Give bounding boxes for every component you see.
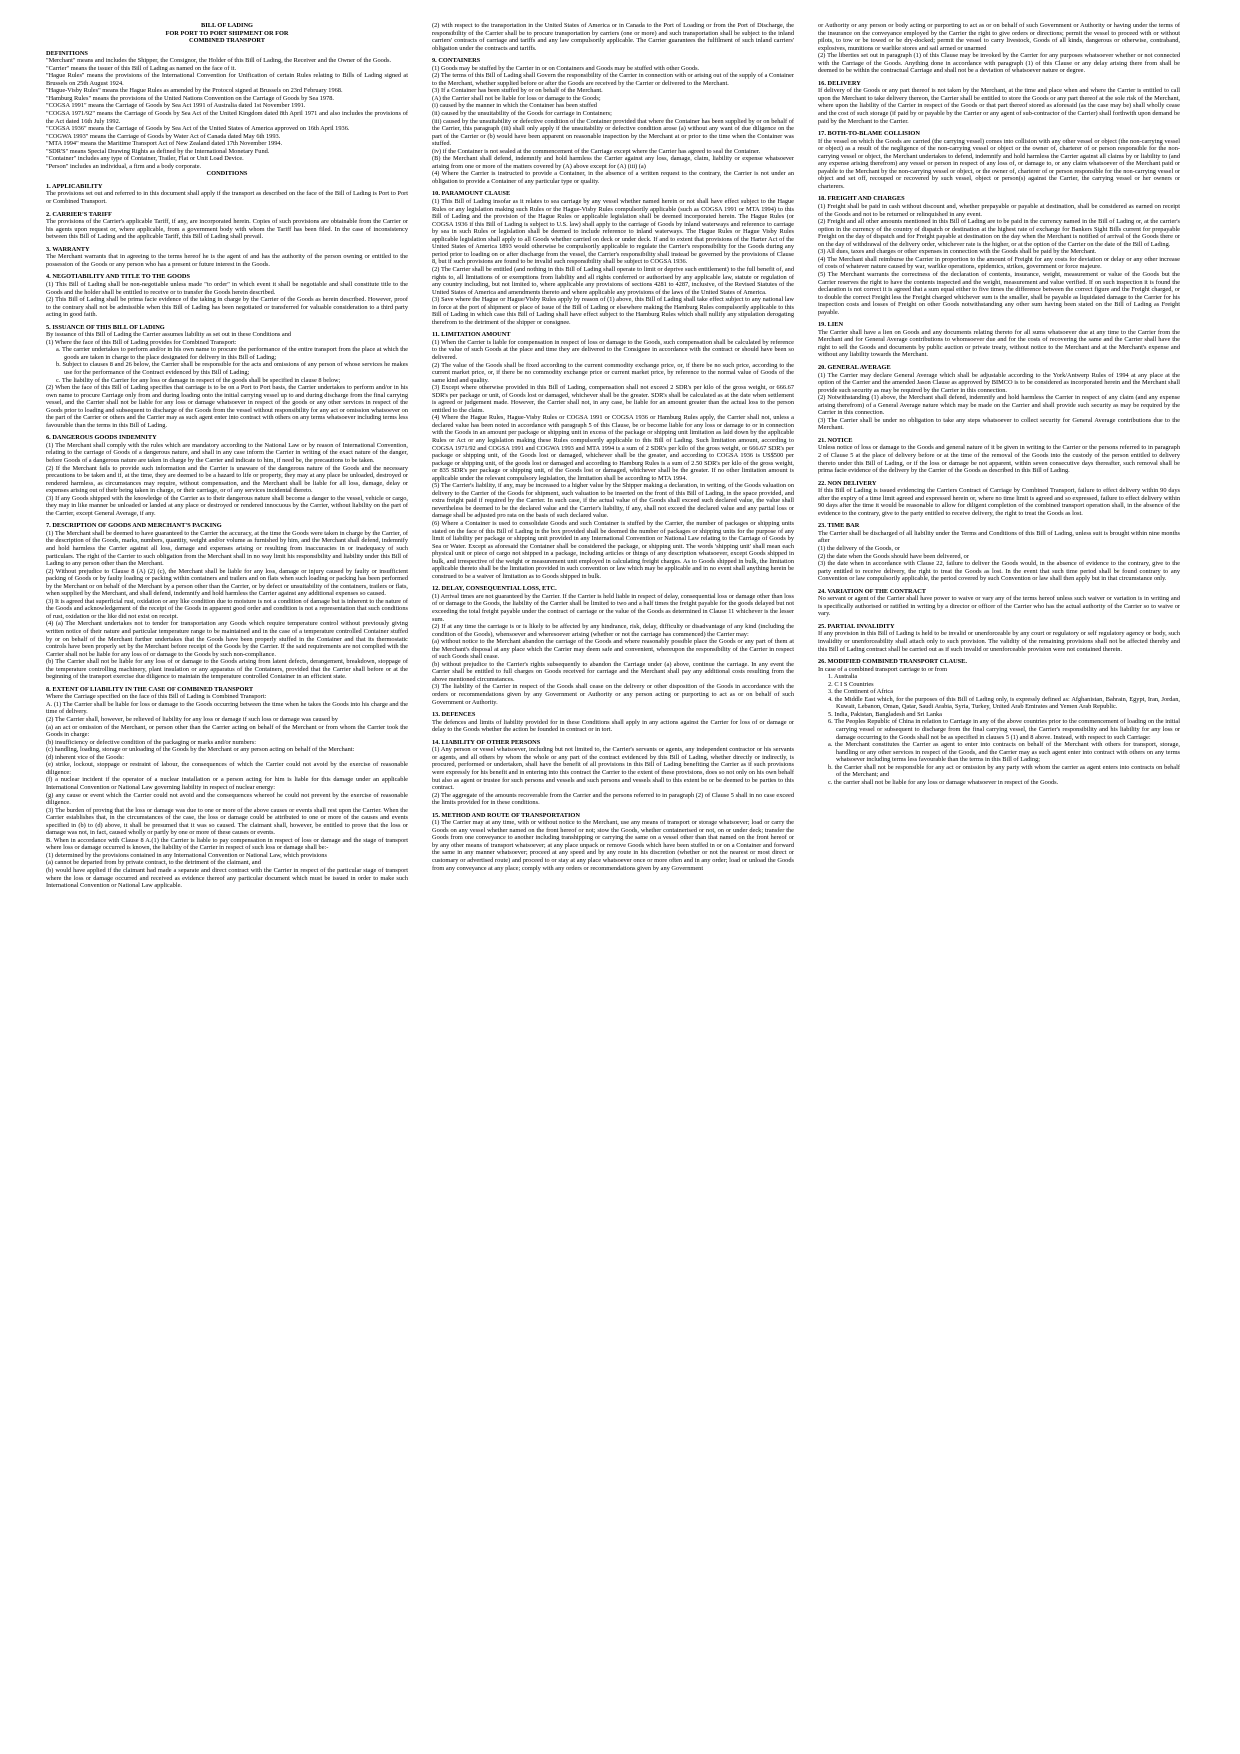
clause-paragraph: (2) The liberties set out in paragraph (1) of this Clause may be invoked by the Carrier for any purposes whatsoever whether or not connected with the Carriage of the Goods. Anything done in accordance with paragraph (1) of this Clause or any delay arising there from shall be deemed to be within the contractual Carriage and shall not be a deviation of whatsoever nature or degree. bbox=[818, 52, 1180, 75]
clause-paragraph: (4) Where the Hague Rules, Hague-Visby Rules or COGSA 1991 or COGSA 1936 or Hamburg Rules apply, the Carrier shall not, unless a declared value has been noted in accordance with paragraph 5 of this Clause, be or become liable for any loss or damage to or in connection with the Goods in an amount per package or shipping unit in excess of the package or shipping unit limitation as laid down by the applicable Rules or Act or any legislation making these Rules compulsorily applicable to this Bill of Lading. Such limitation amount, according to COGSA 1971/92 and COGSA 1991 and COGWA 1993 and MTA 1994 is a sum of 2 SDR's per kilo of the gross weight, or 666.67 SDR's per package or shipping unit, of the Goods lost or damaged, whichever shall be the greater, and according to COGSA 1936 is US$500 per package or shipping unit, of the goods lost or damaged and according to Hamburg Rules is a sum of 2.50 SDR's per kilo of the gross weight, or 835 SDR's per package or shipping unit, of the Goods lost or damaged, whichever shall be the greater. If no other limitation amount is applicable under the relevant compulsory legislation, the limitation shall be according to MTA 1994. bbox=[432, 414, 794, 482]
clause-paragraph: The provisions set out and referred to in this document shall apply if the transport as described on the face of the Bill of Lading is Port to Port or Combined Transport. bbox=[46, 190, 408, 206]
clause-paragraph: (2) the date when the Goods should have been delivered, or bbox=[818, 552, 969, 560]
clause-paragraph: (1) This Bill of Lading insofar as it relates to sea carriage by any vessel whether named herein or not shall have effect subject to the Hague Rules or any legislation making such Rules or the Hague-Visby Rules compulsorily applicable (such as COGSA 1991 or MTA 1994) to this Bill of Lading and the provision of the Hague Rules or applicable legislation shall be deemed incorporated herein. The Hague Rules (or COGSA 1936 if this Bill of Lading is subject to U.S. law) shall apply to the carriage of Goods by inland waterways and reference to carriage by sea in such Rules or legislation shall be deemed to include reference to inland waterways. The Hague Rules or Hague Visby Rules applicable legislation shall apply to all Goods whether carried on deck or under deck. If and to extent that provisions of the Harter Act of the United States of America 1893 would otherwise be compulsorily applicable to regulate the Carrier's responsibility for the Goods during any period prior to loading on or after discharge from the vessel, the Carrier's responsibility shall instead be governed by the provisions of Clause 8, but if such provisions are found to be invalid such responsibility shall be subject to COGSA 1936. bbox=[432, 198, 794, 266]
clause-heading: 18. FREIGHT AND CHARGES bbox=[818, 195, 905, 203]
clause-heading: 17. BOTH-TO-BLAME COLLISION bbox=[818, 130, 920, 138]
clause-heading: 4. NEGOTIABILITY AND TITLE TO THE GOODS bbox=[46, 273, 191, 281]
clause-paragraph: (1) determined by the provisions contained in any International Convention or National Law, which provisions bbox=[46, 851, 327, 859]
clause-paragraph: (f) a nuclear incident if the operator of a nuclear installation or a person acting for him is liable for this damage under an applicable International Convention or National Law governing liability in respect of nuclear energy: bbox=[46, 776, 408, 791]
clause-paragraph: (iii) caused by the unsuitability or defective condition of the Container provided that where the Container has been supplied by or on behalf of the Carrier, this paragraph (iii) shall only apply if the unsuitability or defective condition arose (a) without any want of due diligence on the part of the Carrier or (b) would have been apparent on reasonable inspection by the Merchant at or prior to the time when the Container was stuffed. bbox=[432, 117, 794, 148]
clause-paragraph: (4) Where the Carrier is instructed to provide a Container, in the absence of a written request to the contrary, the Carrier is not under an obligation to provide a Container of any particular type or quality. bbox=[432, 170, 794, 185]
clause-paragraph: (1) The Carrier may at any time, with or without notice to the Merchant, use any means of transport or storage whatsoever; load or carry the Goods on any vessel whether named on the front hereof or not; stow the Goods, whether containerised or not, on or under deck; transfer the Goods from one conveyance to another including transhipping or carrying the same on a vessel other than that named on the front hereof or by any other means of transport whatsoever; at any place unpack or remove Goods which have been stuffed in or on a Container and forward the same in any manner whatsoever; proceed at any speed and by any route in his discretion (whether or not the nearest or most direct or customary or advertised route) and proceed to or stay at any place whatsoever once or more often and in any order; load or unload the Goods from any conveyance at any place; comply with any orders or recommendations given by any Government bbox=[432, 819, 794, 872]
clause-paragraph: (2) The terms of this Bill of Lading shall Govern the responsibility of the Carrier in connection with or arising out of the supply of a Container to the Merchant, whether supplied before or after the Goods are received by the Carrier or delivered to the Merchant. bbox=[432, 72, 794, 87]
clause-heading: 1. APPLICABILITY bbox=[46, 182, 103, 190]
clause-paragraph: (2) If at any time the carriage is or is likely to be affected by any hindrance, risk, delay, difficulty or disadvantage of any kind (including the condition of the Goods), whensoever and wheresoever arising (whether or not the carriage has commenced) the Carrier may: bbox=[432, 623, 794, 638]
column-right bbox=[818, 22, 1180, 786]
list-item: 4. the Middle East which, for the purposes of this Bill of Lading only, is expressly defined as: Afghanistan, Bahrain, Egypt, Iran, Jordan, Kuwait, Lebanon, Oman, Qatar, Saudi Arabia, Syria, Turkey, United Arab Emirates and Yemen Arab Republic. bbox=[828, 695, 1180, 711]
document-title-line-2: FOR PORT TO PORT SHIPMENT OR FOR bbox=[165, 29, 289, 37]
clause-paragraph: (3) All dues, taxes and charges or other expenses in connection with the Goods shall be paid by the Merchant. bbox=[818, 248, 1097, 256]
clause-paragraph: "Person" includes an individual, a firm and a body corporate. bbox=[46, 162, 202, 170]
clause-paragraph: (1) Freight shall be paid in cash without discount and, whether prepayable or payable at destination, shall be considered as earned on receipt of the Goods and not to be returned or relinquished in any event. bbox=[818, 203, 1180, 218]
clause-heading: 10. PARAMOUNT CLAUSE bbox=[432, 190, 511, 198]
clause-heading: 22. NON DELIVERY bbox=[818, 479, 877, 487]
clause-heading: 12. DELAY, CONSEQUENTIAL LOSS, ETC. bbox=[432, 585, 557, 593]
clause-paragraph: (2) with respect to the transportation in the United States of America or in Canada to the Port of Loading or from the Port of Discharge, the responsibility of the Carrier shall be to procure transportation by carriers (one or more) and such transportation shall be subject to the inland carriers' contracts of carriage and tariffs and any law compulsorily applicable. The Carrier guarantees the fulfilment of such inland carriers' obligation under the contracts and tariffs. bbox=[432, 22, 794, 52]
clause-paragraph: (2) The Carrier shall, however, be relieved of liability for any loss or damage if such loss or damage was caused by bbox=[46, 716, 338, 724]
clause-paragraph: (1) Any person or vessel whatsoever, including but not limited to, the Carrier's servants or agents, any independent contractor or his servants or agents, and all others by whom the whole or any part of the contract evidenced by this Bill of Lading, whether directly or indirectly, is procured, performed or undertaken, shall have the benefit of all provisions in this Bill of Lading benefiting the Carrier as if such provisions were expressly for his benefit and in entering into this contract the Carrier to the extent of these provisions, does so not only on his own behalf but also as agent or trustee for such persons and vessels and such persons and vessels shall to this extent be or be deemed to be parties to this contract. bbox=[432, 746, 794, 792]
clause-paragraph: The Merchant warrants that in agreeing to the terms hereof he is the agent of and has the authority of the person owning or entitled to the possession of the Goods or any person who has a present or future interest in the Goods. bbox=[46, 253, 408, 268]
clause-heading: 16. DELIVERY bbox=[818, 79, 861, 87]
clause-paragraph: (1) The Merchant shall be deemed to have guaranteed to the Carrier the accuracy, at the time the Goods were taken in charge by the Carrier, of the description of the Goods, marks, numbers, quantity, weight and/or volume as furnished by him, and the Merchant shall defend, indemnify and hold harmless the Carrier against all loss, damage and expenses arising or resulting from inaccuracies in or inadequacy of such particulars. The right of the Carrier to such obligation from the Merchant shall in no way limit his responsibility and liability under this Bill of Lading to any person other than the Merchant. bbox=[46, 529, 408, 568]
clause-paragraph: "Container" includes any type of Container, Trailer, Flat or Unit Load Device. bbox=[46, 155, 244, 163]
clause-paragraph: (1) When the Carrier is liable for compensation in respect of loss or damage to the Goods, such compensation shall be calculated by reference to the value of such Goods at the place and time they are delivered to the Consignee in accordance with the contract or should have been so delivered. bbox=[432, 338, 794, 361]
clause-paragraph: No servant or agent of the Carrier shall have power to waive or vary any of the terms hereof unless such waiver or variation is in writing and is specifically authorised or ratified in writing by a director or officer of the Carrier who has the actual authority of the Carrier so to waive or vary. bbox=[818, 595, 1180, 618]
clause-paragraph: (b) insufficiency or defective condition of the packaging or marks and/or numbers: bbox=[46, 738, 257, 746]
clause-heading: 6. DANGEROUS GOODS INDEMNITY bbox=[46, 434, 157, 442]
clause-paragraph: "Carrier" means the issuer of this Bill of Lading as named on the face of it. bbox=[46, 64, 237, 72]
clause-paragraph: (ii) caused by the unsuitability of the Goods for carriage in Containers; bbox=[432, 110, 612, 118]
clause-paragraph: "COGSA 1971/92" means the Carriage of Goods by Sea Act of the United Kingdom dated 8th April 1971 and also includes the provisions of the Act dated 16th July 1992. bbox=[46, 110, 408, 125]
clause-paragraph: If the vessel on which the Goods are carried (the carrying vessel) comes into collision with any other vessel or object (the non-carrying vessel or object) as a result of the negligence of the non-carrying vessel or object or the owner of, charterer of or person responsible for the non-carrying vessel or object, the Merchant undertakes to defend, indemnify and hold harmless the Carrier against all claims by or liability to (and any expense arising therefrom) any vessel or person in respect of any loss of, or damage to, or any claim whatsoever of the Merchant paid or payable to the Merchant by the non-carrying vessel or object, or the owner of, charterer of or person responsible for the non-carrying vessel or object and set off, recouped or recovered by such vessel, object or person(s) against the Carrier, the carrying vessel or her owners or charterers. bbox=[818, 137, 1180, 190]
clause-paragraph: "COGSA 1991" means the Carriage of Goods by Sea Act 1991 of Australia dated 1st November 1991. bbox=[46, 102, 306, 110]
list-item: 2. C I S Countries bbox=[828, 680, 874, 688]
clause-paragraph: (3) the date when in accordance with Clause 22, failure to deliver the Goods would, in the absence of evidence to the contrary, give to the party entitled to receive delivery, the right to treat the Goods as lost. In the event that such time period shall be found contrary to any Convention or law compulsorily applicable, the period covered by such Convention or law shall then apply but in that circumstance only. bbox=[818, 560, 1180, 583]
clause-paragraph: (2) When the face of this Bill of Lading specifies that carriage is to be on a Port to Port basis, the Carrier undertakes to perform and/or in his own name to procure Carriage only from and during loading onto the initial carrying vessel up to and during discharge from the final carrying vessel, and the Carrier shall not be liable for any loss or damage whatsoever in respect of the goods or any other services in respect of the Goods prior to loading and subsequent to discharge of the Goods from the vessel without responsibility for any act or omission whatsoever on the part of the Carrier or others and the Carrier may as such agent enter into contract with others on any terms whatsoever including terms less favourable than the terms in this Bill of Lading. bbox=[46, 384, 408, 429]
list-item: b. Subject to clauses 8 and 26 below, the Carrier shall be responsible for the acts and omissions of any person of whose services he makes use for the performance of the Contract evidenced by this Bill of Lading; bbox=[56, 361, 408, 376]
clause-paragraph: "COGWA 1993" means the Carriage of Goods by Water Act of Canada dated May 6th 1993. bbox=[46, 132, 281, 140]
list-item: a. the Merchant constitutes the Carrier as agent to enter into contracts on behalf of the Merchant with others for transport, storage, handling or any other services in respect of the Goods, and the Carrier may as such agent enter into contract with others on any terms whatsoever including terms less favourable than the terms in this Bill of Lading; bbox=[828, 741, 1180, 764]
clause-heading: 15. METHOD AND ROUTE OF TRANSPORTATION bbox=[432, 811, 580, 819]
clause-paragraph: Unless notice of loss or damage to the Goods and general nature of it be given in writing to the Carrier or the persons referred to in paragraph 2 of Clause 5 at the place of delivery before or at the time of the removal of the Goods into the custody of the person entitled to delivery thereto under this Bill of Lading, or if the loss or damage be not apparent, within seven consecutive days thereafter, such removal shall be prima facie evidence of the delivery by the Carrier of the Goods as described in this Bill of Lading. bbox=[818, 444, 1180, 475]
clause-heading: 8. EXTENT OF LIABILITY IN THE CASE OF COMBINED TRANSPORT bbox=[46, 685, 254, 693]
clause-heading: 21. NOTICE bbox=[818, 436, 853, 444]
clause-paragraph: (3) It is agreed that superficial rust, oxidation or any like condition due to moisture is not a condition of damage but is inherent to the nature of the Goods and acknowledgement of the receipt of the Goods in apparent good order and condition is not a representation that such conditions of rust, oxidation or the like did not exist on receipt. bbox=[46, 597, 408, 620]
clause-paragraph: (3) Save where the Hague or Hague/Visby Rules apply by reason of (1) above, this Bill of Lading shall take effect subject to any national law in force at the port of shipment or place of issue of the Bill of Lading or elsewhere making the Hamburg Rules compulsorily applicable to this Bill of Lading in which case this Bill of Lading shall have effect subject to the Hamburg Rules which shall nullify any stipulation derogating therefrom to the detriment of the shipper or consignee. bbox=[432, 296, 794, 326]
clause-paragraph: (5) The Carrier's liability, if any, may be increased to a higher value by the Shipper making a declaration, in writing, of the Goods valuation on delivery to the Carrier of the Goods for shipment, such valuation to be inserted on the front of this Bill of Lading, in the space provided, and extra freight paid if required by the Carrier. In such case, if the actual value of the Goods shall exceed such declared value, the value shall nevertheless be deemed to be the declared value and the Carrier's liability, if any, shall not exceed the declared value and any partial loss or damage shall be adjusted pro rata on the basis of such declared value. bbox=[432, 482, 794, 520]
document-title-line-1: BILL OF LADING bbox=[201, 22, 253, 29]
list-item: 6. The Peoples Republic of China in relation to Carriage in any of the above countries prior to the commencement of loading on the initial carrying vessel or subsequent to discharge from the final carrying vessel, the Carrier's responsibility and his liability for any loss or damage occurring to the Goods shall not be as specified in clauses 5 (1) and 8 above. Instead, with respect to such Carriage: bbox=[828, 718, 1180, 741]
list-item: 3. the Continent of Africa bbox=[828, 688, 894, 696]
clause-heading: 24. VARIATION OF THE CONTRACT bbox=[818, 587, 927, 595]
list-item: 5. India, Pakistan, Bangladesh and Sri Lanka bbox=[828, 710, 942, 718]
list-item: a. The carrier undertakes to perform and/or in his own name to procure the performance of the entire transport from the place at which the goods are taken in charge to the place designated for delivery in this Bill of Lading; bbox=[56, 346, 408, 361]
clause-heading: 25. PARTIAL INVALIDITY bbox=[818, 622, 895, 630]
clause-paragraph: "Hamburg Rules" means the provisions of the United Nations Convention on the Carriage of Goods by Sea 1978. bbox=[46, 94, 335, 102]
clause-paragraph: (3) The burden of proving that the loss or damage was due to one or more of the above causes or events shall rest upon the Carrier. When the Carrier establishes that, in the circumstances of the case, the loss or damage could be attributed to one or more of the causes and events specified in (b) to (d) above, it shall be presumed that it was so caused. The claimant shall, however, be entitled to prove that the loss or damage was not, in fact, caused wholly or partly by one or more of these causes or events. bbox=[46, 806, 408, 837]
clause-paragraph: (g) any cause or event which the Carrier could not avoid and the consequences whereof he could not prevent by the exercise of reasonable diligence. bbox=[46, 791, 408, 807]
clause-heading: 20. GENERAL AVERAGE bbox=[818, 363, 891, 371]
clause-paragraph: (2) The Carrier shall be entitled (and nothing in this Bill of Lading shall operate to limit or deprive such entitlement) to the full benefit of, and rights to, all limitations of or exemptions from liability and all rights conferred or authorised by any applicable law, statute or regulation of any country including, but not limited to, where applicable any provisions of sections 4281 to 4287, inclusive, of the Revised Statutes of the United States of America and amendments thereto and where applicable any provisions of the laws of the United States of America. bbox=[432, 265, 794, 296]
clause-paragraph: If any provision in this Bill of Lading is held to be invalid or unenforceable by any court or regulatory or self regulatory agency or body, such invalidity or unenforceability shall attach only to such provision. The validity of the remaining provisions shall not be affected thereby and this Bill of Lading contract shall be carried out as if such invalid or unenforceable provision were not contained therein. bbox=[818, 630, 1180, 653]
list-item: c. The liability of the Carrier for any loss or damage in respect of the goods shall be specified in clause 8 below; bbox=[56, 376, 341, 384]
clause-paragraph: (iv) if the Container is not sealed at the commencement of the Carriage except where the Carrier has agreed to seal the Container. bbox=[432, 147, 761, 155]
clause-paragraph: (3) If a Container has been stuffed by or on behalf of the Merchant. bbox=[432, 87, 603, 95]
clause-paragraph: (b) The Carrier shall not be liable for any loss of or damage to the Goods arising from latent defects, derangement, breakdown, stoppage of the temperature controlling machinery, plant insulation or any apparatus of the Containers, provided that the Carrier shall before or at the beginning of the transport exercise due diligence to maintain the temperature controlled Container in an efficient state. bbox=[46, 658, 408, 681]
clause-paragraph: The provisions of the Carrier's applicable Tariff, if any, are incorporated herein. Copies of such provisions are obtainable from the Carrier or his agents upon request or, where applicable, from a government body with whom the Tariff has been filed. In the case of inconsistency between this Bill of Lading and the applicable Tariff, this Bill of Lading shall prevail. bbox=[46, 218, 408, 241]
clause-paragraph: (1) the delivery of the Goods, or bbox=[818, 545, 900, 552]
clause-heading: 3. WARRANTY bbox=[46, 245, 90, 253]
column-left bbox=[46, 22, 408, 890]
clause-heading: DEFINITIONS bbox=[46, 49, 88, 57]
clause-paragraph: By issuance of this Bill of Lading the Carrier assumes liability as set out in these Conditions and bbox=[46, 331, 292, 339]
clause-heading: 11. LIMITATION AMOUNT bbox=[432, 331, 511, 339]
clause-paragraph: "COGSA 1936" means the Carriage of Goods by Sea Act of the United States of America approved on 16th April 1936. bbox=[46, 125, 350, 133]
clause-paragraph: "SDR'S" means Special Drawing Rights as defined by the International Monetary Fund. bbox=[46, 147, 270, 155]
clause-heading: 26. MODIFIED COMBINED TRANSPORT CLAUSE. bbox=[818, 658, 967, 666]
document-title-line-3: COMBINED TRANSPORT bbox=[189, 37, 265, 45]
clause-paragraph: (2) The value of the Goods shall be fixed according to the current commodity exchange price, or, if there be no such price, according to the current market price, or, if there be no commodity exchange price or current market price, by reference to the normal value of Goods of the same kind and quality. bbox=[432, 361, 794, 384]
clause-paragraph: (B) the Merchant shall defend, indemnify and hold harmless the Carrier against any loss, damage, claim, liability or expense whatsoever arising from one or more of the matters covered by (A) above except for (A) (iii) (a) bbox=[432, 155, 794, 170]
clause-heading: 5. ISSUANCE OF THIS BILL OF LADING bbox=[46, 323, 165, 331]
clause-paragraph: (1) The Merchant shall comply with the rules which are mandatory according to the National Law or by reason of International Convention, relating to the carriage of Goods of a dangerous nature, and shall in any case inform the Carrier in writing of the exact nature of the danger, before Goods of a dangerous nature are taken in charge by the Carrier and indicate to him, if need be, the precautions to be taken. bbox=[46, 441, 408, 464]
clause-paragraph: (d) inherent vice of the Goods: bbox=[46, 753, 125, 761]
clause-paragraph: (e) strike, lockout, stoppage or restraint of labour, the consequences of which the Carrier could not avoid by the exercise of reasonable diligence: bbox=[46, 761, 408, 776]
clause-paragraph: Where the Carriage specified on the face of this Bill of Lading is Combined Transport: bbox=[46, 693, 267, 701]
clause-paragraph: (1) This Bill of Lading shall be non-negotiable unless made "to order" in which event it shall be negotiable and shall constitute title to the Goods and the holder shall be entitled to receive or to transfer the Goods herein described. bbox=[46, 280, 408, 296]
clause-paragraph: (5) The Merchant warrants the correctness of the declaration of contents, insurance, weight, measurement or value of the Goods but the Carrier reserves the right to have the contents inspected and the weight, measurement and value verified. If on such inspection it is found the declaration is not correct it is agreed that a sum equal either to five times the difference between the correct figure and the Freight charged, or to double the correct Freight less the Freight charged whichever sum is the smaller, shall be payable as liquidated damage to the Carrier for his inspection costs and losses of Freight on other Goods notwithstanding any other sum having been stated on the Bill of Lading as Freight payable. bbox=[818, 270, 1180, 316]
clause-paragraph: (2) Freight and all other amounts mentioned in this Bill of Lading are to be paid in the currency named in the Bill of Lading or, at the carrier's option in the currency of the country of dispatch or destination at the highest rate of exchange for Bankers Sight Bills current for prepayable Freight on the day of dispatch and for Freight payable at destination on the day when the Merchant is notified of arrival of the Goods there or on the day of withdrawal of the delivery order, whichever rate is the higher, or at the option of the Carrier on the date of the Bill of Lading. bbox=[818, 218, 1180, 248]
list-item: b. the Carrier shall not be responsible for any act or omission by any party with whom the carrier as agent enters into contracts on behalf of the Merchant; and bbox=[828, 763, 1180, 779]
clause-paragraph: (i) caused by the manner in which the Container has been stuffed bbox=[432, 102, 597, 110]
section-heading: CONDITIONS bbox=[206, 170, 248, 178]
clause-paragraph: (1) Where the face of this Bill of Lading provides for Combined Transport: bbox=[46, 338, 237, 346]
clause-paragraph: (b) without prejudice to the Carrier's rights subsequently to abandon the Carriage under (a) above, continue the carriage. In any event the Carrier shall be entitled to full charges on Goods received for carriage and the Merchant shall pay any additional costs resulting from the above mentioned circumstances. bbox=[432, 660, 794, 683]
clause-paragraph: (A) the Carrier shall not be liable for loss or damage to the Goods; bbox=[432, 94, 601, 102]
clause-paragraph: (2) Without prejudice to Clause 8 (A) (2) (c), the Merchant shall be liable for any loss, damage or injury caused by faulty or insufficient packing of Goods or by faulty loading or packing within containers and trailers and on flats when such loading or packing has been performed by the Merchant or on behalf of the Merchant by a person other than the Carrier, or by defect or unsuitability of the containers, trailers or flats, when supplied by the Merchant, and shall defend, indemnify and hold harmless the Carrier against any additional expenses so caused. bbox=[46, 567, 408, 598]
clause-paragraph: The Carrier shall be discharged of all liability under the Terms and Conditions of this Bill of Lading, unless suit is brought within nine months after bbox=[818, 529, 1180, 545]
clause-heading: 7. DESCRIPTION OF GOODS AND MERCHANT'S PACKING bbox=[46, 522, 222, 530]
clause-paragraph: "Merchant" means and includes the Shipper, the Consignor, the Holder of this Bill of Lading, the Receiver and the Owner of the Goods. bbox=[46, 57, 392, 65]
clause-paragraph: "Hague Rules" means the provisions of the International Convention for Unification of certain Rules relating to Bills of Lading signed at Brussels on 25th August 1924. bbox=[46, 72, 408, 87]
clause-paragraph: (a) an act or omission of the Merchant, or person other than the Carrier acting on behalf of the Merchant or from whom the Carrier took the Goods in charge: bbox=[46, 723, 408, 739]
clause-paragraph: A. (1) The Carrier shall be liable for loss or damage to the Goods occurring between the time when he takes the Goods into his charge and the time of delivery. bbox=[46, 700, 408, 716]
clause-paragraph: If this Bill of Lading is issued evidencing the Carriers Contract of Carriage by Combined Transport, failure to effect delivery within 90 days after the expiry of a time limit agreed and expressed herein or, where no time limit is agreed and so expressed, failure to effect delivery within 90 days after the time it would be reasonable to allow for diligent completion of the combined transport operation shall, in the absence of the evidence to the contrary, give to the party entitled to receive delivery, the right to treat the Goods as lost. bbox=[818, 487, 1180, 517]
list-item: 1. Australia bbox=[828, 673, 858, 681]
clause-heading: 9. CONTAINERS bbox=[432, 57, 481, 65]
clause-paragraph: (4) The Merchant shall reimburse the Carrier in proportion to the amount of Freight for any costs for deviation or delay or any other increase of costs of whatever nature caused by war, warlike operations, epidemics, strikes, government or force majeure. bbox=[818, 255, 1180, 271]
clause-paragraph: (2) Notwithstanding (1) above, the Merchant shall defend, indemnify and hold harmless the Carrier in respect of any claim (and any expense arising therefrom) of a General Average nature which may be made on the Carrier and shall provide such security as may be required by the Carrier in this connection. bbox=[818, 394, 1180, 417]
clause-paragraph: If delivery of the Goods or any part thereof is not taken by the Merchant, at the time and place when and where the Carrier is entitled to call upon the Merchant to take delivery thereon, the Carrier shall be entitled to store the Goods or any part thereof at the sole risk of the Merchant, where upon the liability of the Carrier in respect of the Goods or that part thereof stored as aforesaid (as the case may be) shall wholly cease and the cost of such storage (if paid by or payable by the Carrier or any agent of sub-contractor of the Carrier) shall forthwith upon demand be paid by the Merchant to the Carrier. bbox=[818, 87, 1180, 125]
clause-paragraph: or Authority or any person or body acting or purporting to act as or on behalf of such Government or Authority or having under the terms of the insurance on the conveyance employed by the Carrier the right to give orders or directions; permit the vessel to proceed with or without pilots, to tow or be towed or be dry-docked; permit the vessel to carry livestock, Goods of all kinds, dangerous or otherwise, contraband, explosives, munitions or warlike stores and sail armed or unarmed bbox=[818, 22, 1180, 52]
clause-paragraph: (3) If any Goods shipped with the knowledge of the Carrier as to their dangerous nature shall become a danger to the vessel, vehicle or cargo, they may in like manner be unloaded or landed at any place or destroyed or rendered innocuous by the Carrier, without liability on the part of the Carrier, except General Average, if any. bbox=[46, 494, 408, 517]
column-middle bbox=[432, 22, 794, 872]
clause-paragraph: B. When in accordance with Clause 8 A.(1) the Carrier is liable to pay compensation in respect of loss or damage and the stage of transport where loss or damage occurred is known, the liability of the Carrier in respect of such loss or damage shall be:- bbox=[46, 836, 408, 852]
clause-paragraph: (a) without notice to the Merchant abandon the carriage of the Goods and where reasonably possible place the Goods or any part of them at the Merchant's disposal at any place which the Carrier may deem safe and convenient, whereupon the responsibility of the Carrier in respect of such Goods shall cease. bbox=[432, 638, 794, 661]
list-item: c. the carrier shall not be liable for any loss or damage whatsoever in respect of the Goods. bbox=[828, 778, 1059, 786]
clause-paragraph: (2) The aggregate of the amounts recoverable from the Carrier and the persons referred to in paragraph (2) of Clause 5 shall in no case exceed the limits provided for in these conditions. bbox=[432, 791, 794, 807]
clause-paragraph: (1) The Carrier may declare General Average which shall be adjustable according to the York/Antwerp Rules of 1994 at any place at the option of the Carrier and the amended Jason Clause as approved by BIMCO is to be considered as incorporated herein and the Merchant shall provide such security as may be required by the Carrier in this connection. bbox=[818, 371, 1180, 394]
clause-paragraph: (6) Where a Container is used to consolidate Goods and such Container is stuffed by the Carrier, the number of packages or shipping units stated on the face of this Bill of Lading in the box provided shall be deemed the number of packages or shipping units for the purpose of any limit of liability per package or shipping unit provided in any International Convention or National Law relating to the Carriage of Goods by Sea or Water. Except as aforesaid the Container shall be considered the package, or shipping unit. The words 'shipping unit' shall mean each physical unit or piece of cargo not shipped in a package, including articles or things of any description whatsoever, except Goods shipped in bulk, and irrespective of the weight or measurement unit employed in calculating freight charges. As to Goods shipped in bulk, the limitation applicable thereto shall be the limitation provided in such convention or law which may be applicable and in no event shall anything herein be construed to be a waiver of limitation as to Goods shipped in bulk. bbox=[432, 520, 794, 580]
clause-heading: 23. TIME BAR bbox=[818, 522, 860, 530]
clause-paragraph: (3) The liability of the Carrier in respect of the Goods shall cease on the delivery or other disposition of the Goods in accordance with the orders or recommendations given by any Government or Authority or any person acting or purporting to act as or on behalf of such Government or Authority. bbox=[432, 683, 794, 706]
clause-paragraph: (3) The Carrier shall be under no obligation to take any steps whatsoever to collect security for General Average contributions due to the Merchant. bbox=[818, 416, 1180, 432]
clause-heading: 19. LIEN bbox=[818, 321, 844, 329]
clause-paragraph: "MTA 1994" means the Maritime Transport Act of New Zealand dated 17th November 1994. bbox=[46, 140, 283, 148]
clause-heading: 14. LIABILITY OF OTHER PERSONS bbox=[432, 738, 541, 746]
clause-paragraph: (b) would have applied if the claimant had made a separate and direct contract with the Carrier in respect of the particular stage of transport where the loss or damage occurred and received as evidence thereof any particular document which must be issued in order to make such International Convention or National Law applicable. bbox=[46, 866, 408, 890]
clause-paragraph: (3) Except where otherwise provided in this Bill of Lading, compensation shall not exceed 2 SDR's per kilo of the gross weight, or 666.67 SDR's per package or unit, of Goods lost or damaged, whichever shall be the greater. SDR's shall be calculated as at the date when settlement is agreed or judgement made. However, the Carrier shall not, in any case, be liable for an amount greater than the actual loss to the person entitled to the claim. bbox=[432, 384, 794, 414]
clause-paragraph: (c) handling, loading, storage or unloading of the Goods by the Merchant or any person acting on behalf of the Merchant: bbox=[46, 746, 355, 754]
clause-heading: 13. DEFENCES bbox=[432, 711, 476, 719]
clause-paragraph: (a) cannot be departed from by private contract, to the detriment of the claimant, and bbox=[46, 859, 261, 867]
clause-paragraph: "Hague-Visby Rules" means the Hague Rules as amended by the Protocol signed at Brussels on 23rd February 1968. bbox=[46, 87, 343, 95]
clause-paragraph: In case of a combined transport carriage to or from bbox=[818, 665, 948, 673]
clause-paragraph: (4) (a) The Merchant undertakes not to tender for transportation any Goods which require temperature control without previously giving written notice of their nature and particular temperature range to be maintained and in the case of a temperature controlled Container stuffed by or on behalf of the Merchant further undertakes that the Goods have been properly stuffed in the Container and that its thermostatic controls have been properly set by the Merchant before receipt of the Goods by the Carrier. If the said requirements are not complied with the Carrier shall not be liable for any loss of or damage to the Goods by such non-compliance. bbox=[46, 620, 408, 658]
clause-paragraph: (1) Goods may be stuffed by the Carrier in or on Containers and Goods may be stuffed with other Goods. bbox=[432, 64, 700, 72]
clause-paragraph: (2) If the Merchant fails to provide such information and the Carrier is unaware of the dangerous nature of the Goods and the necessary precautions to be taken and if, at the time, they are deemed to be a hazard to life or property, they may at any place be unloaded, destroyed or rendered harmless, as circumstances may require, without compensation, and the Merchant shall be liable for all loss, damage, delay or expenses arising out of their being taken in charge, or their carriage, or of any services incidental thereto. bbox=[46, 464, 408, 495]
clause-heading: 2. CARRIER'S TARIFF bbox=[46, 210, 112, 218]
clause-paragraph: (1) Arrival times are not guaranteed by the Carrier. If the Carrier is held liable in respect of delay, consequential loss or damage other than loss of or damage to the Goods, the liability of the Carrier shall be limited to two and a half times the freight payable for the goods delayed but not exceeding the total freight payable under the contract of carriage or the value of the Goods as determined in Clause 11 whichever is the lesser sum. bbox=[432, 592, 794, 623]
clause-paragraph: (2) This Bill of Lading shall be prima facie evidence of the taking in charge by the Carrier of the Goods as herein described. However, proof to the contrary shall not be admissible when this Bill of Lading has been negotiated or transferred for valuable consideration to a third party acting in good faith. bbox=[46, 296, 408, 319]
clause-paragraph: The defences and limits of liability provided for in these Conditions shall apply in any actions against the Carrier for loss of or damage or delay to the Goods whether the action be founded in contract or in tort. bbox=[432, 718, 794, 734]
clause-paragraph: The Carrier shall have a lien on Goods and any documents relating thereto for all sums whatsoever due at any time to the Carrier from the Merchant and for General Average contributions to whomsoever due and for the costs of recovering the same and the Carrier shall have the right to sell the Goods and documents by public auction or private treaty, without notice to the Merchant and at the Merchant's expense and without any liability towards the Merchant. bbox=[818, 328, 1180, 359]
